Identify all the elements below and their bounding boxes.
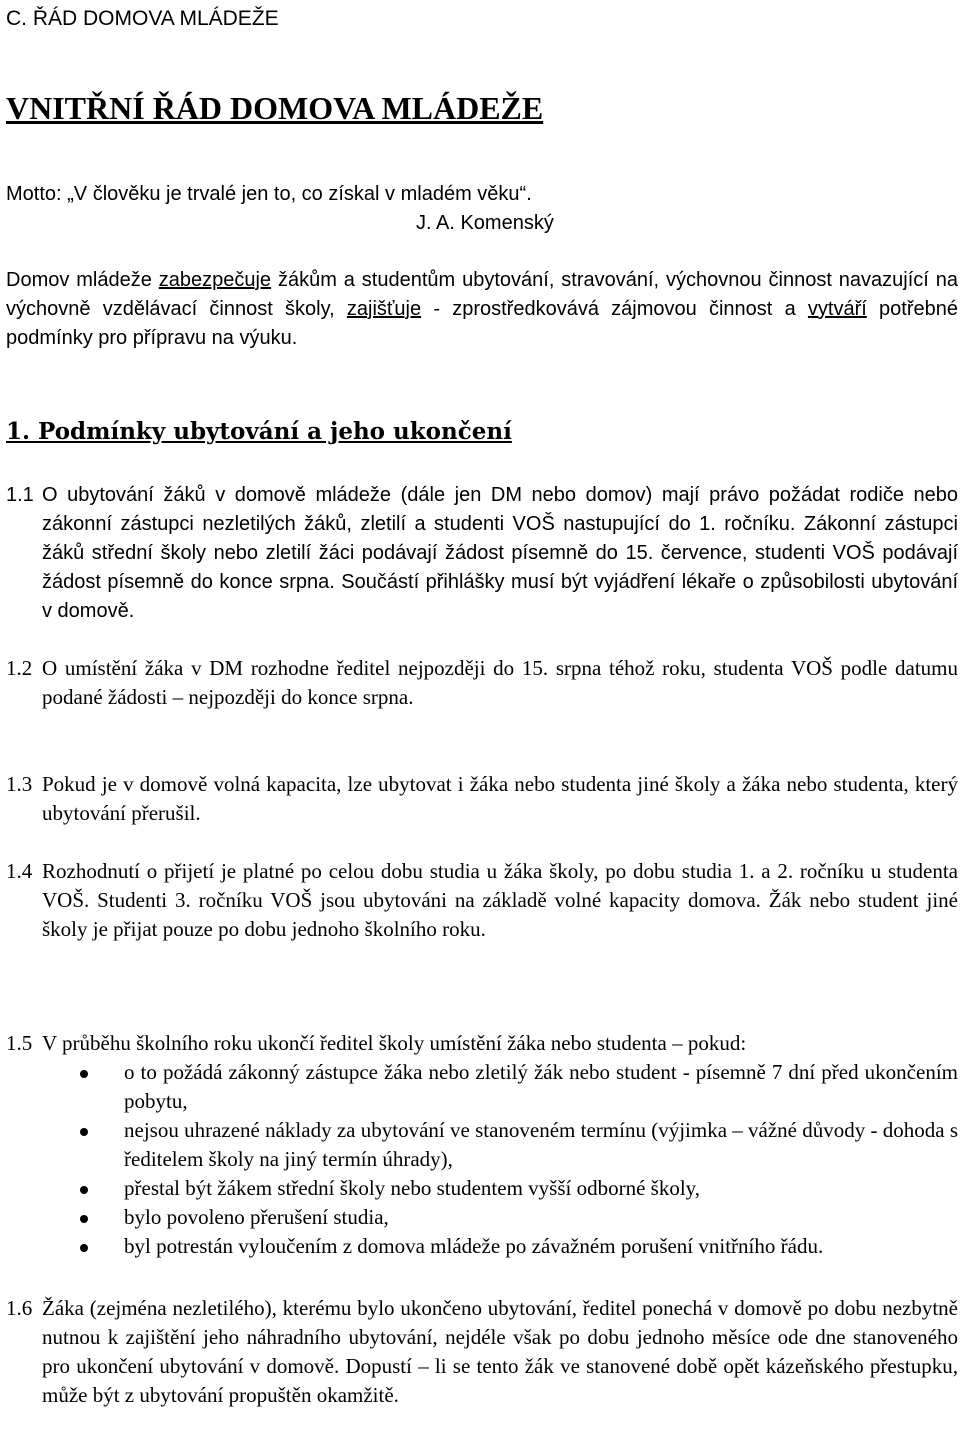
section-header: C. ŘÁD DOMOVA MLÁDEŽE	[6, 7, 279, 30]
intro-text: žákům a studentům ubytování, stravování, výchovnou činnost navazující na výchovně vzdělávací činnost školy,	[6, 269, 958, 320]
rule-item-1-3	[6, 770, 958, 828]
rule-item-1-2	[6, 654, 958, 712]
rule-number: 1.1	[6, 484, 34, 506]
list-item	[80, 1058, 958, 1116]
bullet-icon	[80, 1244, 88, 1252]
motto-author: J. A. Komenský	[416, 212, 554, 234]
list-item-text: bylo povoleno přerušení studia,	[124, 1205, 389, 1229]
intro-text: potřebné podmínky pro přípravu na výuku.	[6, 298, 959, 349]
intro-text: Domov mládeže	[6, 269, 159, 291]
rule-number: 1.4	[6, 859, 33, 883]
document-title: VNITŘNÍ ŘÁD DOMOVA MLÁDEŽE	[6, 90, 544, 126]
motto-text: Motto: „V člověku je trvalé jen to, co získal v mladém věku“.	[6, 183, 532, 205]
list-item	[80, 1174, 958, 1203]
list-item-text: nejsou uhrazené náklady za ubytování ve stanoveném termínu (výjimka – vážné důvody - dohoda s ředitelem školy na jiný termín úhrady),	[124, 1118, 958, 1171]
termination-reasons-list	[80, 1058, 958, 1261]
rule-text: Rozhodnutí o přijetí je platné po celou dobu studia u žáka školy, po dobu studia 1. a 2. ročníku u studenta VOŠ. Studenti 3. ročníku VOŠ jsou ubytováni na základě volné kapacity domova. Žák nebo student jiné školy je přijat pouze po dobu jednoho školního roku.	[42, 859, 958, 941]
section-heading: 1. Podmínky ubytování a jeho ukončení	[6, 418, 512, 445]
rule-text: Žáka (zejména nezletilého), kterému bylo ukončeno ubytování, ředitel ponechá v domově po dobu nezbytně nutnou k zajištění jeho náhradního ubytování, nejdéle však po dobu jednoho měsíce ode dne stanoveného pro ukončení ubytování v domově. Dopustí – li se tento žák ve stanovené době opět kázeňského přestupku, může být z ubytování propuštěn okamžitě.	[42, 1296, 958, 1407]
intro-paragraph	[6, 266, 958, 353]
intro-underlined: vytváří	[807, 298, 867, 320]
list-item	[80, 1203, 958, 1232]
intro-underlined: zajišťuje	[346, 298, 422, 320]
list-item-text: byl potrestán vyloučením z domova mládeže po závažném porušení vnitřního řádu.	[124, 1234, 824, 1258]
rule-text: V průběhu školního roku ukončí ředitel školy umístění žáka nebo studenta – pokud:	[42, 1031, 747, 1055]
rule-text: O ubytování žáků v domově mládeže (dále jen DM nebo domov) mají právo požádat rodiče nebo zákonní zástupci nezletilých žáků, zletilí a studenti VOŠ nastupující do 1. ročníku. Zákonní zástupci žáků střední školy nebo zletilí žáci podávají žádost písemně do 15. července, studenti VOŠ podávají žádost písemně do konce srpna. Součástí přihlášky musí být vyjádření lékaře o způsobilosti ubytování v domově.	[42, 484, 958, 622]
rule-number: 1.5	[6, 1031, 33, 1055]
bullet-icon	[80, 1215, 88, 1223]
rule-item-1-1	[6, 481, 958, 626]
intro-text: - zprostředkovává zájmovou činnost a	[421, 298, 808, 320]
rule-item-1-5	[6, 1029, 958, 1058]
rule-number: 1.6	[6, 1296, 33, 1320]
bullet-icon	[80, 1070, 88, 1078]
rule-text: O umístění žáka v DM rozhodne ředitel nejpozději do 15. srpna téhož roku, studenta VOŠ podle datumu podané žádosti – nejpozději do konce srpna.	[42, 656, 958, 709]
list-item-text: o to požádá zákonný zástupce žáka nebo zletilý žák nebo student - písemně 7 dní před ukončením pobytu,	[124, 1060, 958, 1113]
list-item	[80, 1116, 958, 1174]
bullet-icon	[80, 1128, 88, 1136]
rule-number: 1.3	[6, 772, 33, 796]
rule-item-1-6	[6, 1294, 958, 1410]
intro-underlined: zabezpečuje	[158, 269, 272, 291]
rule-item-1-4	[6, 857, 958, 944]
rule-number: 1.2	[6, 656, 33, 680]
rule-text: Pokud je v domově volná kapacita, lze ubytovat i žáka nebo studenta jiné školy a žáka nebo studenta, který ubytování přerušil.	[42, 772, 958, 825]
bullet-icon	[80, 1186, 88, 1194]
list-item	[80, 1232, 958, 1261]
list-item-text: přestal být žákem střední školy nebo studentem vyšší odborné školy,	[124, 1176, 701, 1200]
